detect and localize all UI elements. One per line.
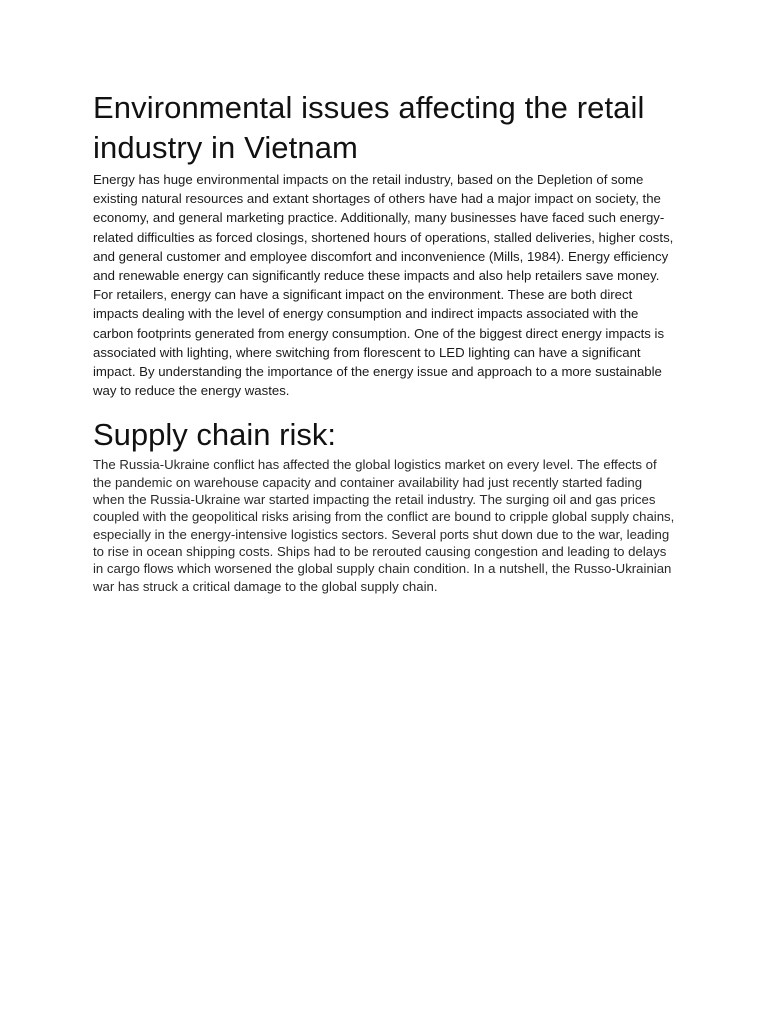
section-body-supply-chain-risk: The Russia-Ukraine conflict has affected the global logistics market on every level. The effects of the pandemic on warehouse capacity and container availability had just recently started fading when the Russia-Ukraine war started impacting the retail industry. The surging oil and gas prices coupled with the geopolitical risks arising from the conflict are bound to cripple global supply chains, especially in the energy-intensive logistics sectors. Several ports shut down due to the war, leading to rise in ocean shipping costs. Ships had to be rerouted causing congestion and leading to delays in cargo flows which worsened the global supply chain condition. In a nutshell, the Russo-Ukrainian war has struck a critical damage to the global supply chain. [93,457,675,594]
section-heading-supply-chain-risk: Supply chain risk: [93,417,336,453]
section-heading-environmental-issues: Environmental issues affecting the retail industry in Vietnam [93,90,645,165]
document-content [93,88,677,595]
section-body-environmental-issues: Energy has huge environmental impacts on the retail industry, based on the Depletion of some existing natural resources and extant shortages of others have had a major impact on society, the economy, and general marketing practice. Additionally, many businesses have faced such energy-related difficulties as forced closings, shortened hours of operations, stalled deliveries, higher costs, and general customer and employee discomfort and inconvenience (Mills, 1984). Energy efficiency and renewable energy can significantly reduce these impacts and also help retailers save money. For retailers, energy can have a significant impact on the environment. These are both direct impacts dealing with the level of energy consumption and indirect impacts associated with the carbon footprints generated from energy consumption. One of the biggest direct energy impacts is associated with lighting, where switching from florescent to LED lighting can have a significant impact. By understanding the importance of the energy issue and approach to a more sustainable way to reduce the energy wastes. [93,172,674,399]
